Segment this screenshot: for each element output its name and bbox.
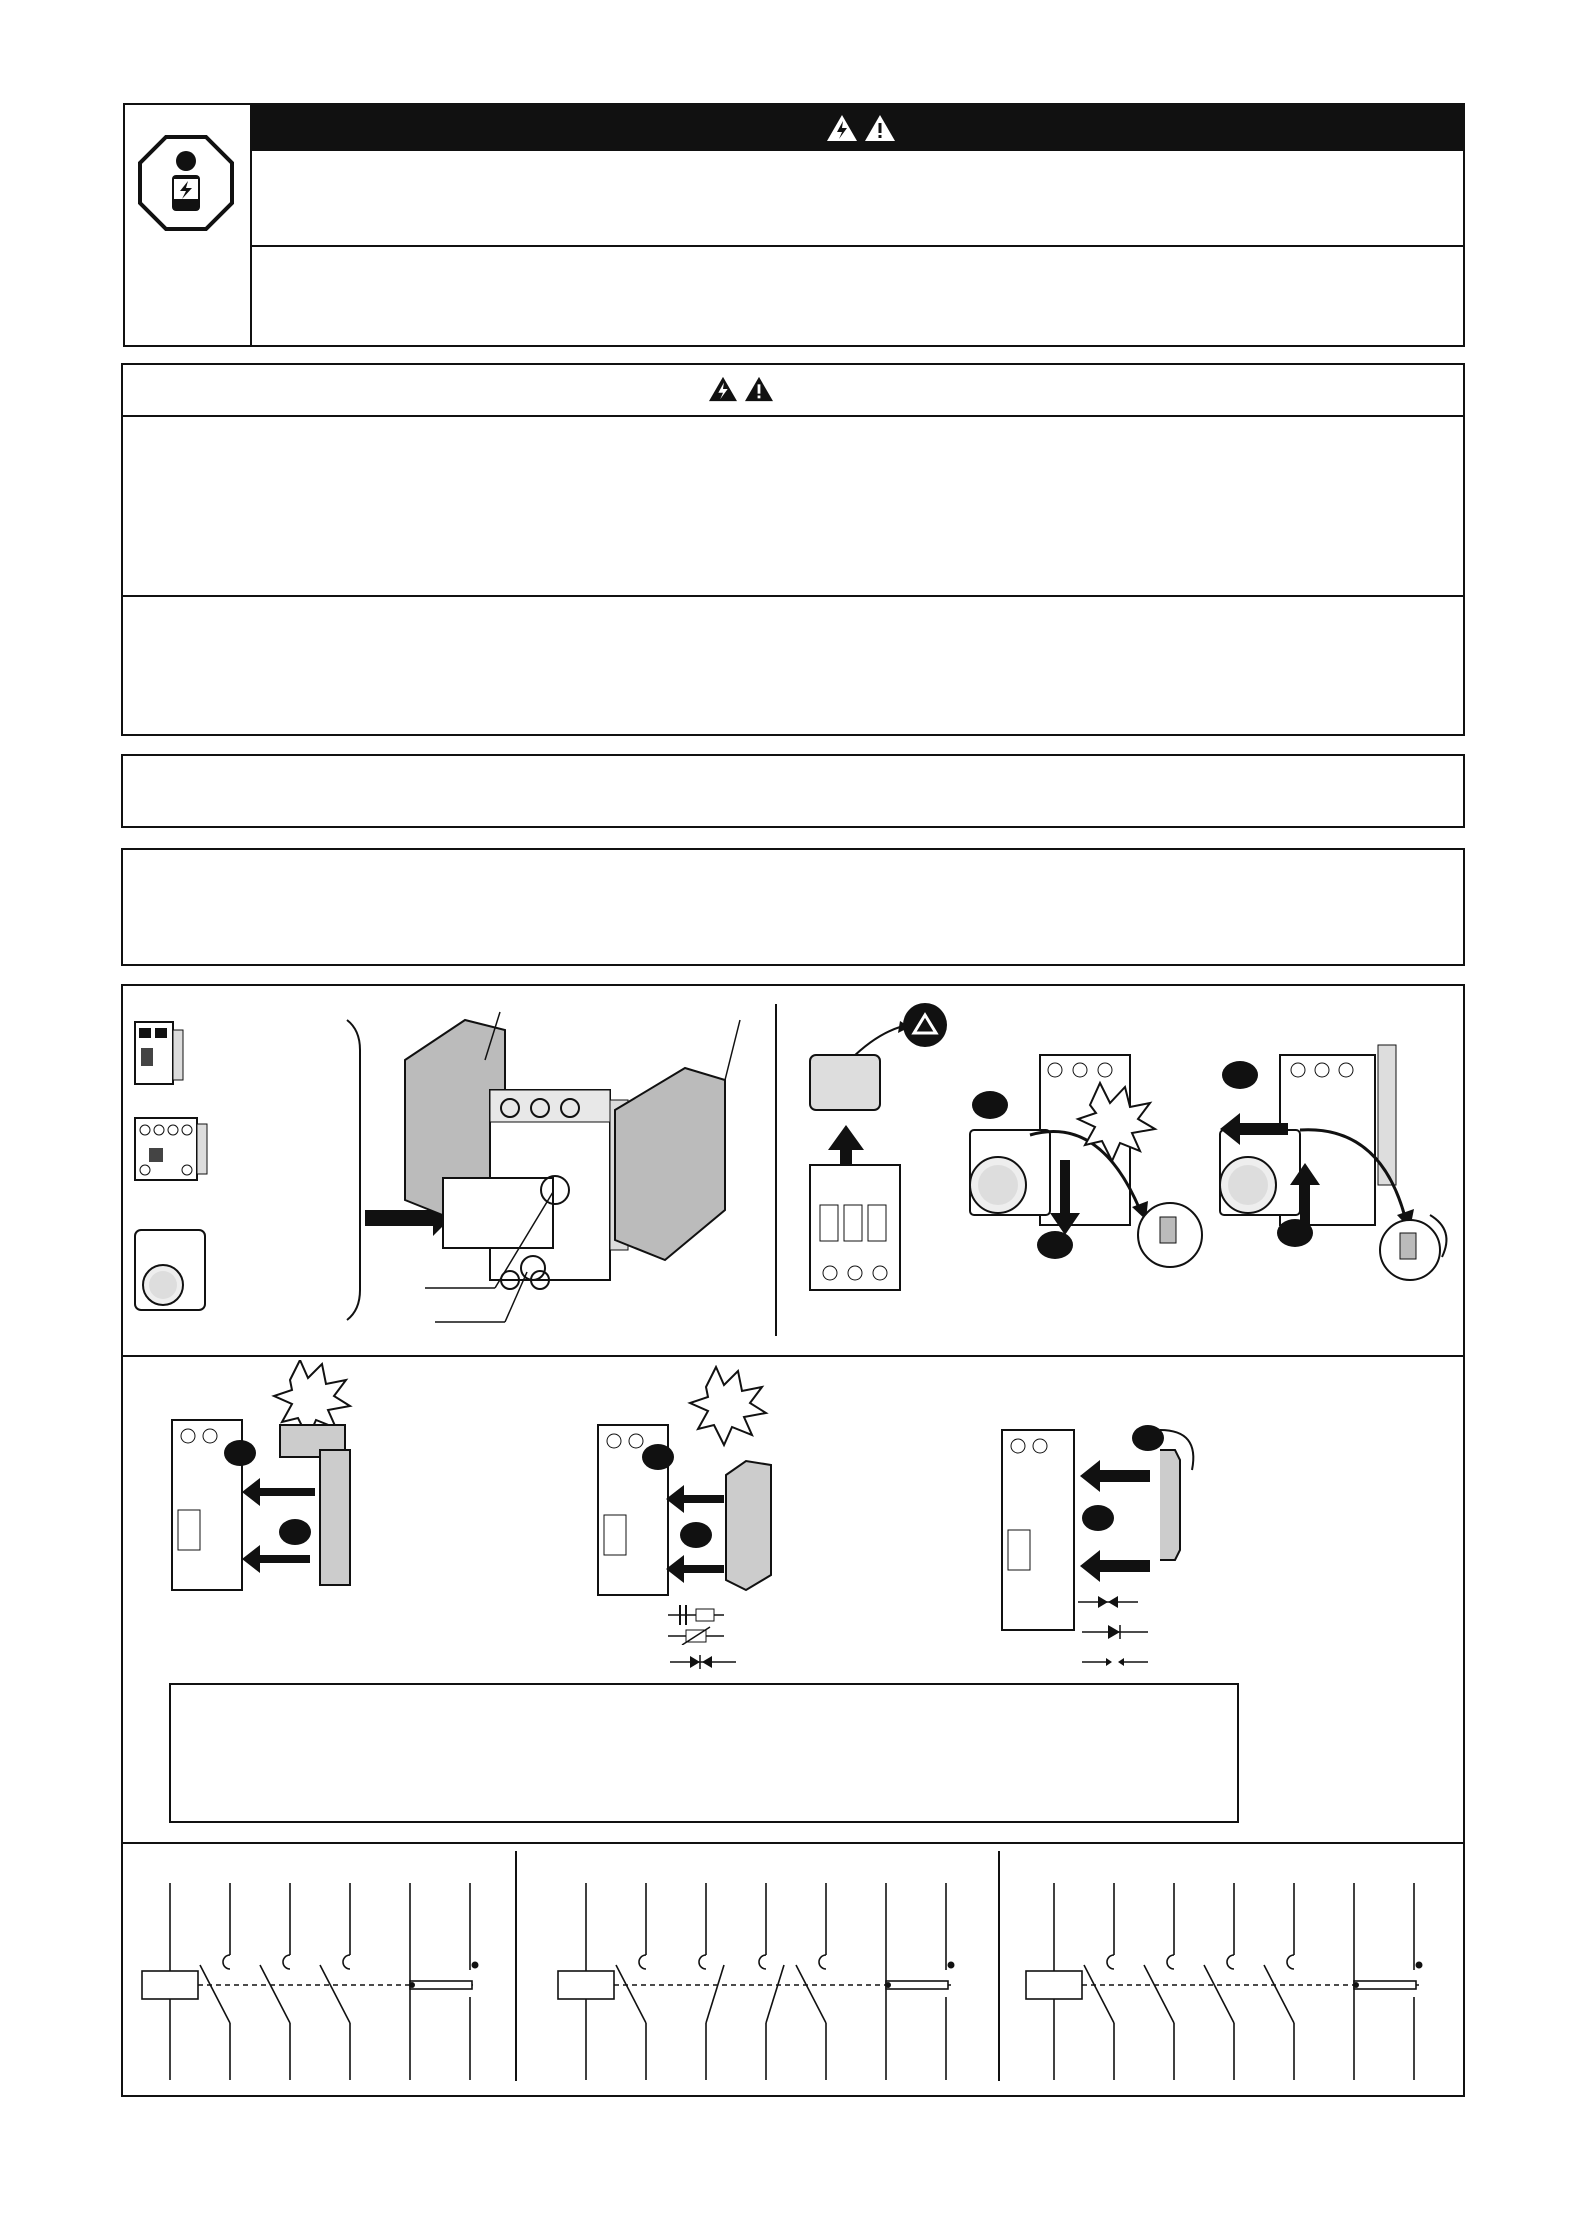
recycle-icon — [903, 1003, 947, 1047]
bidirectional-diode-symbol — [668, 1652, 738, 1672]
click-burst-icon — [690, 1367, 766, 1445]
schematic-3-pole-1no — [130, 1875, 510, 2085]
suppressor-module-2-illustration — [596, 1365, 856, 1645]
numbered-step-badge — [1222, 1061, 1258, 1089]
aux-block-2-pole — [135, 1022, 183, 1084]
numbered-step-badge — [279, 1519, 311, 1545]
general-warning-icon — [863, 113, 897, 143]
notice-box-2 — [121, 848, 1465, 966]
warning-box — [121, 363, 1465, 736]
figure-row-divider-1 — [123, 1355, 1463, 1357]
numbered-step-badge — [972, 1091, 1008, 1119]
jumper-symbol — [1080, 1652, 1150, 1672]
warning-row-divider — [123, 595, 1463, 597]
notice-box-1 — [121, 754, 1465, 828]
danger-header-bar — [250, 105, 1463, 151]
numbered-step-badge — [1132, 1425, 1164, 1451]
timer-mounting-illustration — [780, 995, 1460, 1335]
protective-cover — [810, 1055, 880, 1110]
note-box — [169, 1683, 1239, 1823]
contactor-body — [405, 1020, 725, 1289]
timer-block — [135, 1230, 205, 1310]
figure-col-divider-top — [775, 1004, 777, 1336]
high-voltage-warning-icon — [707, 375, 739, 403]
aux-block-4-pole — [135, 1118, 207, 1180]
high-voltage-warning-icon — [825, 113, 859, 143]
danger-row-divider — [250, 245, 1463, 247]
danger-box — [123, 103, 1465, 347]
aux-block-mounting-illustration — [125, 1000, 775, 1340]
qualified-electrician-icon — [136, 133, 236, 233]
timer-mount-step — [970, 1055, 1202, 1267]
tvs-diode-symbol — [1078, 1596, 1138, 1608]
warning-header — [123, 365, 1463, 417]
general-warning-icon — [743, 375, 775, 403]
diode-symbol — [1080, 1622, 1150, 1642]
varistor-symbol — [668, 1627, 724, 1645]
schematic-4-pole-no — [1014, 1875, 1454, 2085]
numbered-step-badge — [680, 1522, 712, 1548]
numbered-step-badge — [1082, 1505, 1114, 1531]
figure-col-divider-bottom-2 — [998, 1851, 1000, 2081]
timer-remove-step — [1220, 1045, 1446, 1280]
danger-side-cell — [125, 105, 252, 345]
suppressor-module-1-illustration — [170, 1360, 430, 1610]
numbered-step-badge — [642, 1444, 674, 1470]
schematic-4-pole-nc — [546, 1875, 986, 2085]
numbered-step-badge — [224, 1440, 256, 1466]
figure-col-divider-bottom-1 — [515, 1851, 517, 2081]
figure-row-divider-2 — [123, 1842, 1463, 1844]
numbered-step-badge — [1037, 1231, 1073, 1259]
rc-symbol — [668, 1605, 724, 1625]
